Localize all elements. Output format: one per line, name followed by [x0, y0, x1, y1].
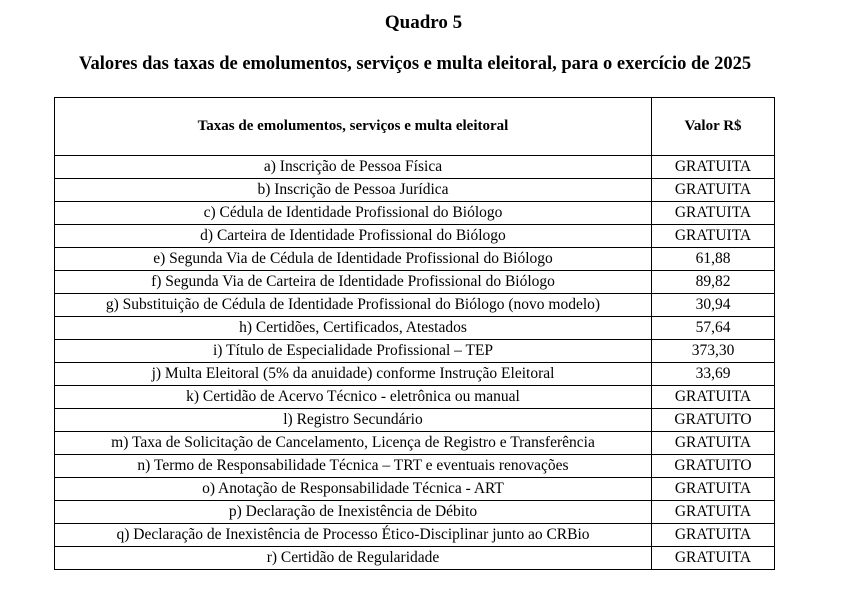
header-value: Valor R$	[652, 98, 775, 156]
fee-description-cell: q) Declaração de Inexistência de Processo Ético-Disciplinar junto ao CRBio	[55, 524, 652, 547]
fee-value-cell: GRATUITA	[652, 524, 775, 547]
table-row	[55, 409, 775, 432]
table-row	[55, 156, 775, 179]
fee-description-cell: l) Registro Secundário	[55, 409, 652, 432]
fee-description-cell: k) Certidão de Acervo Técnico - eletrônica ou manual	[55, 386, 652, 409]
table-row	[55, 524, 775, 547]
document-title: Quadro 5	[384, 12, 463, 33]
table-row	[55, 455, 775, 478]
fee-value-cell: GRATUITO	[652, 409, 775, 432]
fee-value-cell: 30,94	[652, 294, 775, 317]
document-subtitle: Valores das taxas de emolumentos, serviços e multa eleitoral, para o exercício de 2025	[78, 54, 752, 74]
fee-value-cell: 61,88	[652, 248, 775, 271]
table-row	[55, 432, 775, 455]
fee-description-cell: f) Segunda Via de Carteira de Identidade Profissional do Biólogo	[55, 271, 652, 294]
table-row	[55, 363, 775, 386]
fee-description-cell: g) Substituição de Cédula de Identidade Profissional do Biólogo (novo modelo)	[55, 294, 652, 317]
fee-value-cell: GRATUITO	[652, 455, 775, 478]
fee-description-cell: h) Certidões, Certificados, Atestados	[55, 317, 652, 340]
table-row	[55, 317, 775, 340]
table-row	[55, 248, 775, 271]
fee-value-cell: GRATUITA	[652, 501, 775, 524]
fees-table	[54, 97, 775, 570]
fee-value-cell: GRATUITA	[652, 386, 775, 409]
table-row	[55, 225, 775, 248]
fee-value-cell: 373,30	[652, 340, 775, 363]
table-row	[55, 202, 775, 225]
fee-description-cell: o) Anotação de Responsabilidade Técnica - ART	[55, 478, 652, 501]
fee-description-cell: r) Certidão de Regularidade	[55, 547, 652, 570]
table-row	[55, 179, 775, 202]
table-row	[55, 386, 775, 409]
table-row	[55, 478, 775, 501]
fee-description-cell: b) Inscrição de Pessoa Jurídica	[55, 179, 652, 202]
fee-description-cell: d) Carteira de Identidade Profissional do Biólogo	[55, 225, 652, 248]
table-row	[55, 547, 775, 570]
fee-value-cell: GRATUITA	[652, 547, 775, 570]
fee-value-cell: GRATUITA	[652, 156, 775, 179]
table-row	[55, 501, 775, 524]
fee-value-cell: GRATUITA	[652, 478, 775, 501]
fee-description-cell: i) Título de Especialidade Profissional – TEP	[55, 340, 652, 363]
fee-value-cell: GRATUITA	[652, 225, 775, 248]
fee-value-cell: GRATUITA	[652, 179, 775, 202]
table-body	[55, 156, 775, 570]
fee-description-cell: e) Segunda Via de Cédula de Identidade Profissional do Biólogo	[55, 248, 652, 271]
fee-value-cell: 57,64	[652, 317, 775, 340]
fee-description-cell: m) Taxa de Solicitação de Cancelamento, Licença de Registro e Transferência	[55, 432, 652, 455]
fee-description-cell: p) Declaração de Inexistência de Débito	[55, 501, 652, 524]
fee-value-cell: 33,69	[652, 363, 775, 386]
table-row	[55, 340, 775, 363]
fee-value-cell: 89,82	[652, 271, 775, 294]
fee-value-cell: GRATUITA	[652, 202, 775, 225]
table-header-row	[55, 98, 775, 156]
fee-description-cell: a) Inscrição de Pessoa Física	[55, 156, 652, 179]
fee-description-cell: n) Termo de Responsabilidade Técnica – TRT e eventuais renovações	[55, 455, 652, 478]
fee-description-cell: j) Multa Eleitoral (5% da anuidade) conforme Instrução Eleitoral	[55, 363, 652, 386]
table-row	[55, 294, 775, 317]
fee-description-cell: c) Cédula de Identidade Profissional do Biólogo	[55, 202, 652, 225]
header-description: Taxas de emolumentos, serviços e multa eleitoral	[55, 98, 652, 156]
fee-value-cell: GRATUITA	[652, 432, 775, 455]
table-row	[55, 271, 775, 294]
